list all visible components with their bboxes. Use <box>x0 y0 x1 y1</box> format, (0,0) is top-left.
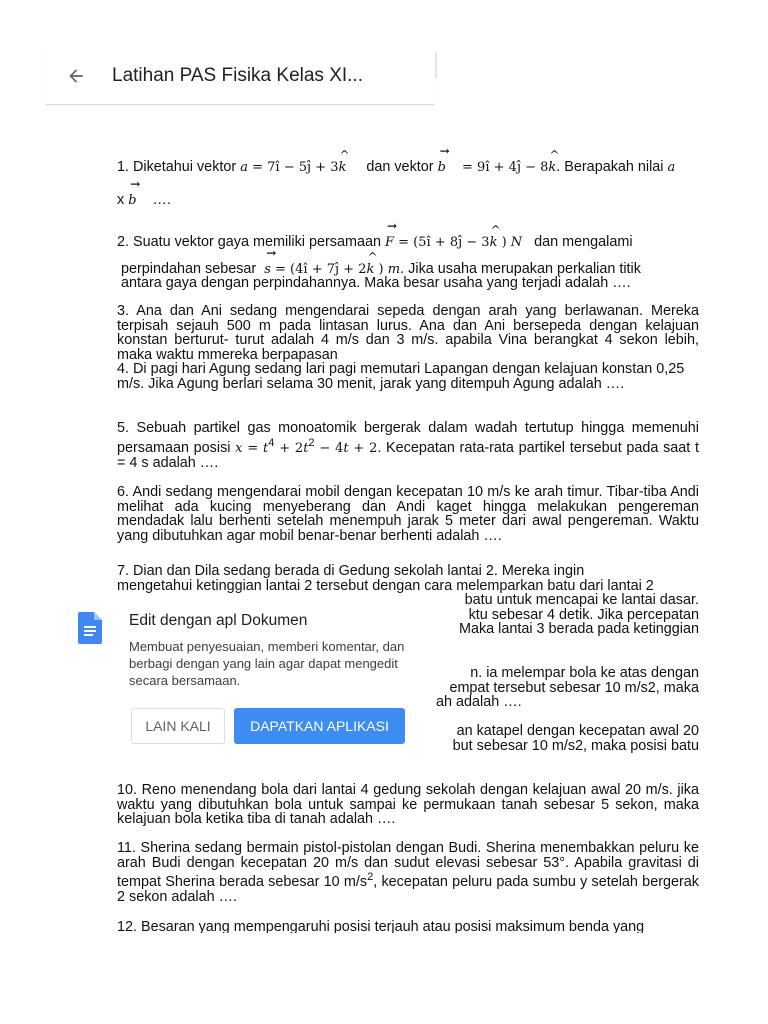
docs-icon <box>78 612 102 644</box>
question-12: 12. Besaran yang mempengaruhi posisi terjauh atau posisi maksimum benda yang <box>117 920 645 933</box>
question-2-line2: perpindahan sebesar → s = (4î + 7ĵ + 2^ k ) m. Jika usaha merupakan perkalian titik <box>121 262 699 278</box>
later-button[interactable]: LAIN KALI <box>131 708 225 744</box>
prompt-description: Membuat penyesuaian, memberi komentar, dan berbagi dengan yang lain agar dapat mengedit secara bersamaan. <box>129 639 405 688</box>
question-5: 5. Sebuah partikel gas monoatomik bergerak dalam wadah tertutup hingga memenuhi persamaan posisi $x = t^4 + 2t^2 - 4t + 2$. Kecepatan rata-rata partikel tersebut pada saat t = 4 s adalah …. <box>117 420 699 471</box>
document-title: Latihan PAS Fisika Kelas XI... <box>112 65 363 86</box>
question-9-visible-lines: an katapel dengan kecepatan awal 20 but sebesar 10 m/s2, maka posisi batu <box>452 723 699 754</box>
question-4: 4. Di pagi hari Agung sedang lari pagi memutari Lapangan dengan kelajuan konstan 0,25 m/s. Jika Agung berlari selama 30 menit, jarak yang ditempuh Agung adalah …. <box>117 361 685 392</box>
question-6: 6. Andi sedang mengendarai mobil dengan kecepatan 10 m/s ke arah timur. Tibar-tiba Andi melihat ada kucing menyeberang dan Andi kaget hingga melakukan pengereman mendadak lalu berhenti setelah menempuh jarak 5 meter dari awal pengereman. Waktu yang dibutuhkan agar mobil benar-benar berhenti adalah …. <box>117 484 699 544</box>
question-10: 10. Reno menendang bola dari lantai 4 gedung sekolah dengan kelajuan awal 20 m/s. jika waktu yang dibutuhkan bola untuk sampai ke permukaan tanah sebesar 5 sekon, maka kelajuan bola ketika tiba di tanah adalah …. <box>117 782 699 828</box>
question-11: 11. Sherina sedang bermain pistol-pistolan dengan Budi. Sherina menembakkan peluru ke arah Budi dengan kecepatan 20 m/s dan sudut elevasi sebesar 53°. Apabila gravitasi di tempat Sherina berada sebesar 10 $m/s^2$, kecepatan peluru pada sumbu y setelah bergerak 2 sekon adalah …. <box>117 840 699 905</box>
open-in-docs-prompt <box>62 594 414 768</box>
back-button[interactable] <box>62 62 90 90</box>
app-header <box>46 48 434 105</box>
question-1-cont: x → b …. <box>117 193 171 209</box>
question-2: 2. Suatu vektor gaya memiliki persamaan → F = (5î + 8ĵ − 3^ k ) N dan mengalami <box>117 235 699 251</box>
arrow-back-icon <box>66 66 86 86</box>
question-8-end: ah adalah …. <box>436 694 522 710</box>
question-3: 3. Ana dan Ani sedang mengendarai sepeda dengan arah yang berlawanan. Mereka terpisah sejauh 500 m pada lintasan lurus. Ana dan Ani bersepeda dengan kelajuan konstan berturut- turut adalah 4 m/s dan 3 m/s. apabila Vina berangkat 4 sekon lebih, maka waktu mmereka berpapasan <box>117 303 699 363</box>
get-app-button[interactable]: DAPATKAN APLIKASI <box>234 708 405 744</box>
question-7-visible-lines: batu untuk mencapai ke lantai dasar. ktu sebesar 4 detik. Jika percepatan Maka lantai 3 berada pada ketinggian <box>458 592 699 638</box>
question-2-line3: antara gaya dengan perpindahannya. Maka besar usaha yang terjadi adalah …. <box>121 275 631 291</box>
question-1: 1. Diketahui vektor a = 7î − 5ĵ + 3^ k dan vektor → b = 9î + 4ĵ − 8^ k. Berapakah nilai a <box>117 160 705 176</box>
question-8-visible-lines: n. ia melempar bola ke atas dengan empat tersebut sebesar 10 m/s2, maka <box>449 665 699 696</box>
header-divider <box>435 52 437 78</box>
prompt-title: Edit dengan apl Dokumen <box>129 612 308 629</box>
question-7: 7. Dian dan Dila sedang berada di Gedung sekolah lantai 2. Mereka ingin mengetahui ketinggian lantai 2 tersebut dengan cara melemparkan batu dari lantai 2 <box>117 563 654 594</box>
